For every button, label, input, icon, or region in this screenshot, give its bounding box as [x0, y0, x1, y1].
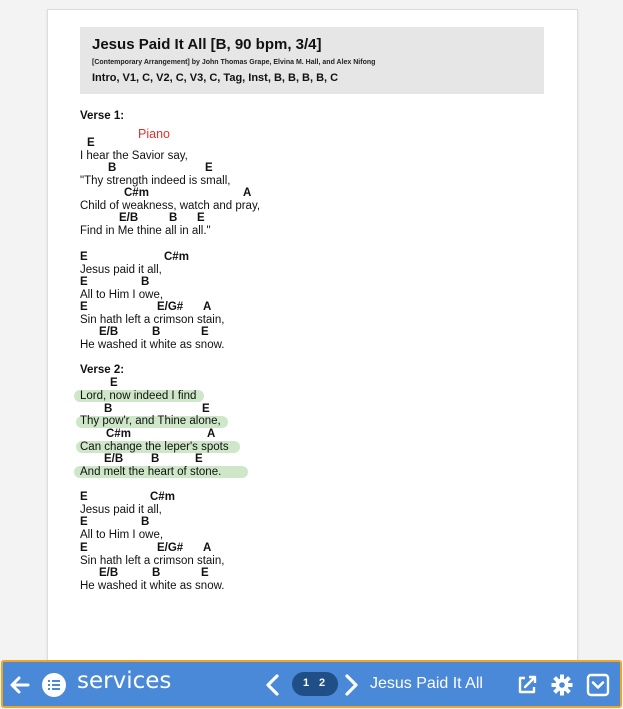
lyric-line: Jesus paid it all, — [80, 264, 162, 276]
chord: B — [141, 276, 150, 288]
lyric-line: Child of weakness, watch and pray, — [80, 200, 261, 212]
list-icon[interactable] — [40, 671, 68, 699]
chord: E — [205, 162, 213, 174]
chord: E — [80, 251, 88, 263]
chord: A — [203, 542, 212, 554]
lyric-line: I hear the Savior say, — [80, 150, 188, 162]
song-credits: [Contemporary Arrangement] by John Thomas Grape, Elvina M. Hall, and Alex Nifong — [92, 59, 376, 66]
chevron-left-icon[interactable] — [262, 672, 284, 698]
current-song-title: Jesus Paid It All — [370, 675, 483, 692]
edit-external-icon[interactable] — [515, 673, 539, 697]
lyric-line: Lord, now indeed I find — [80, 390, 197, 402]
chord: C#m — [124, 187, 149, 199]
lyric-line: Thy pow'r, and Thine alone, — [80, 415, 221, 427]
lyric-line: He washed it white as snow. — [80, 580, 225, 592]
chord: E — [80, 276, 88, 288]
section-label-verse-2: Verse 2: — [80, 364, 125, 376]
chevron-right-icon[interactable] — [340, 672, 362, 698]
chord: E — [80, 491, 88, 503]
chord: B — [152, 567, 161, 579]
song-header — [80, 27, 544, 94]
lyric-line: Sin hath left a crimson stain, — [80, 555, 225, 567]
services-link[interactable]: services — [77, 668, 172, 694]
chord: E — [197, 212, 205, 224]
current-page[interactable]: 1 — [303, 677, 310, 689]
bottom-toolbar — [1, 660, 622, 708]
chord: B — [151, 453, 160, 465]
chord: A — [203, 301, 212, 313]
chord: E — [201, 567, 209, 579]
arrow-left-icon[interactable] — [7, 672, 33, 698]
piano-annotation: Piano — [138, 127, 170, 141]
lyric-line: Jesus paid it all, — [80, 504, 162, 516]
lyric-line: Can change the leper's spots — [80, 441, 229, 453]
chord: A — [243, 187, 252, 199]
lyric-line: Sin hath left a crimson stain, — [80, 314, 225, 326]
chord: E — [80, 301, 88, 313]
lyric-line: "Thy strength indeed is small, — [80, 175, 231, 187]
chord: E/B — [99, 326, 119, 338]
lyric-line: And melt the heart of stone. — [80, 466, 222, 478]
chord: B — [169, 212, 178, 224]
section-label-verse-1: Verse 1: — [80, 110, 125, 122]
page-2[interactable]: 2 — [319, 677, 326, 689]
chord: B — [108, 162, 117, 174]
chord: E/G# — [157, 301, 184, 313]
chord: C#m — [164, 251, 189, 263]
lyric-line: Find in Me thine all in all." — [80, 225, 211, 237]
chord: E — [195, 453, 203, 465]
chord: E/B — [99, 567, 119, 579]
chord-chart-page — [47, 9, 578, 671]
lyric-line: All to Him I owe, — [80, 529, 164, 541]
chord: B — [152, 326, 161, 338]
chord: E — [80, 542, 88, 554]
chord: C#m — [106, 428, 131, 440]
chord: E/B — [119, 212, 139, 224]
chord: E — [202, 403, 210, 415]
chord: B — [141, 516, 150, 528]
page-indicator — [292, 672, 338, 696]
lyric-line: All to Him I owe, — [80, 289, 164, 301]
chord: E — [87, 137, 95, 149]
chevron-down-box-icon[interactable] — [585, 672, 611, 698]
chord: E — [110, 377, 118, 389]
song-title: Jesus Paid It All [B, 90 bpm, 3/4] — [92, 36, 322, 53]
chord: B — [104, 403, 113, 415]
chord: C#m — [150, 491, 175, 503]
chord: E — [80, 516, 88, 528]
chord: E/G# — [157, 542, 184, 554]
chord: E/B — [104, 453, 124, 465]
gear-icon[interactable] — [550, 673, 574, 697]
song-order: Intro, V1, C, V2, C, V3, C, Tag, Inst, B, B, B, B, C — [92, 72, 339, 84]
lyric-line: He washed it white as snow. — [80, 339, 225, 351]
chord: A — [207, 428, 216, 440]
chord: E — [201, 326, 209, 338]
